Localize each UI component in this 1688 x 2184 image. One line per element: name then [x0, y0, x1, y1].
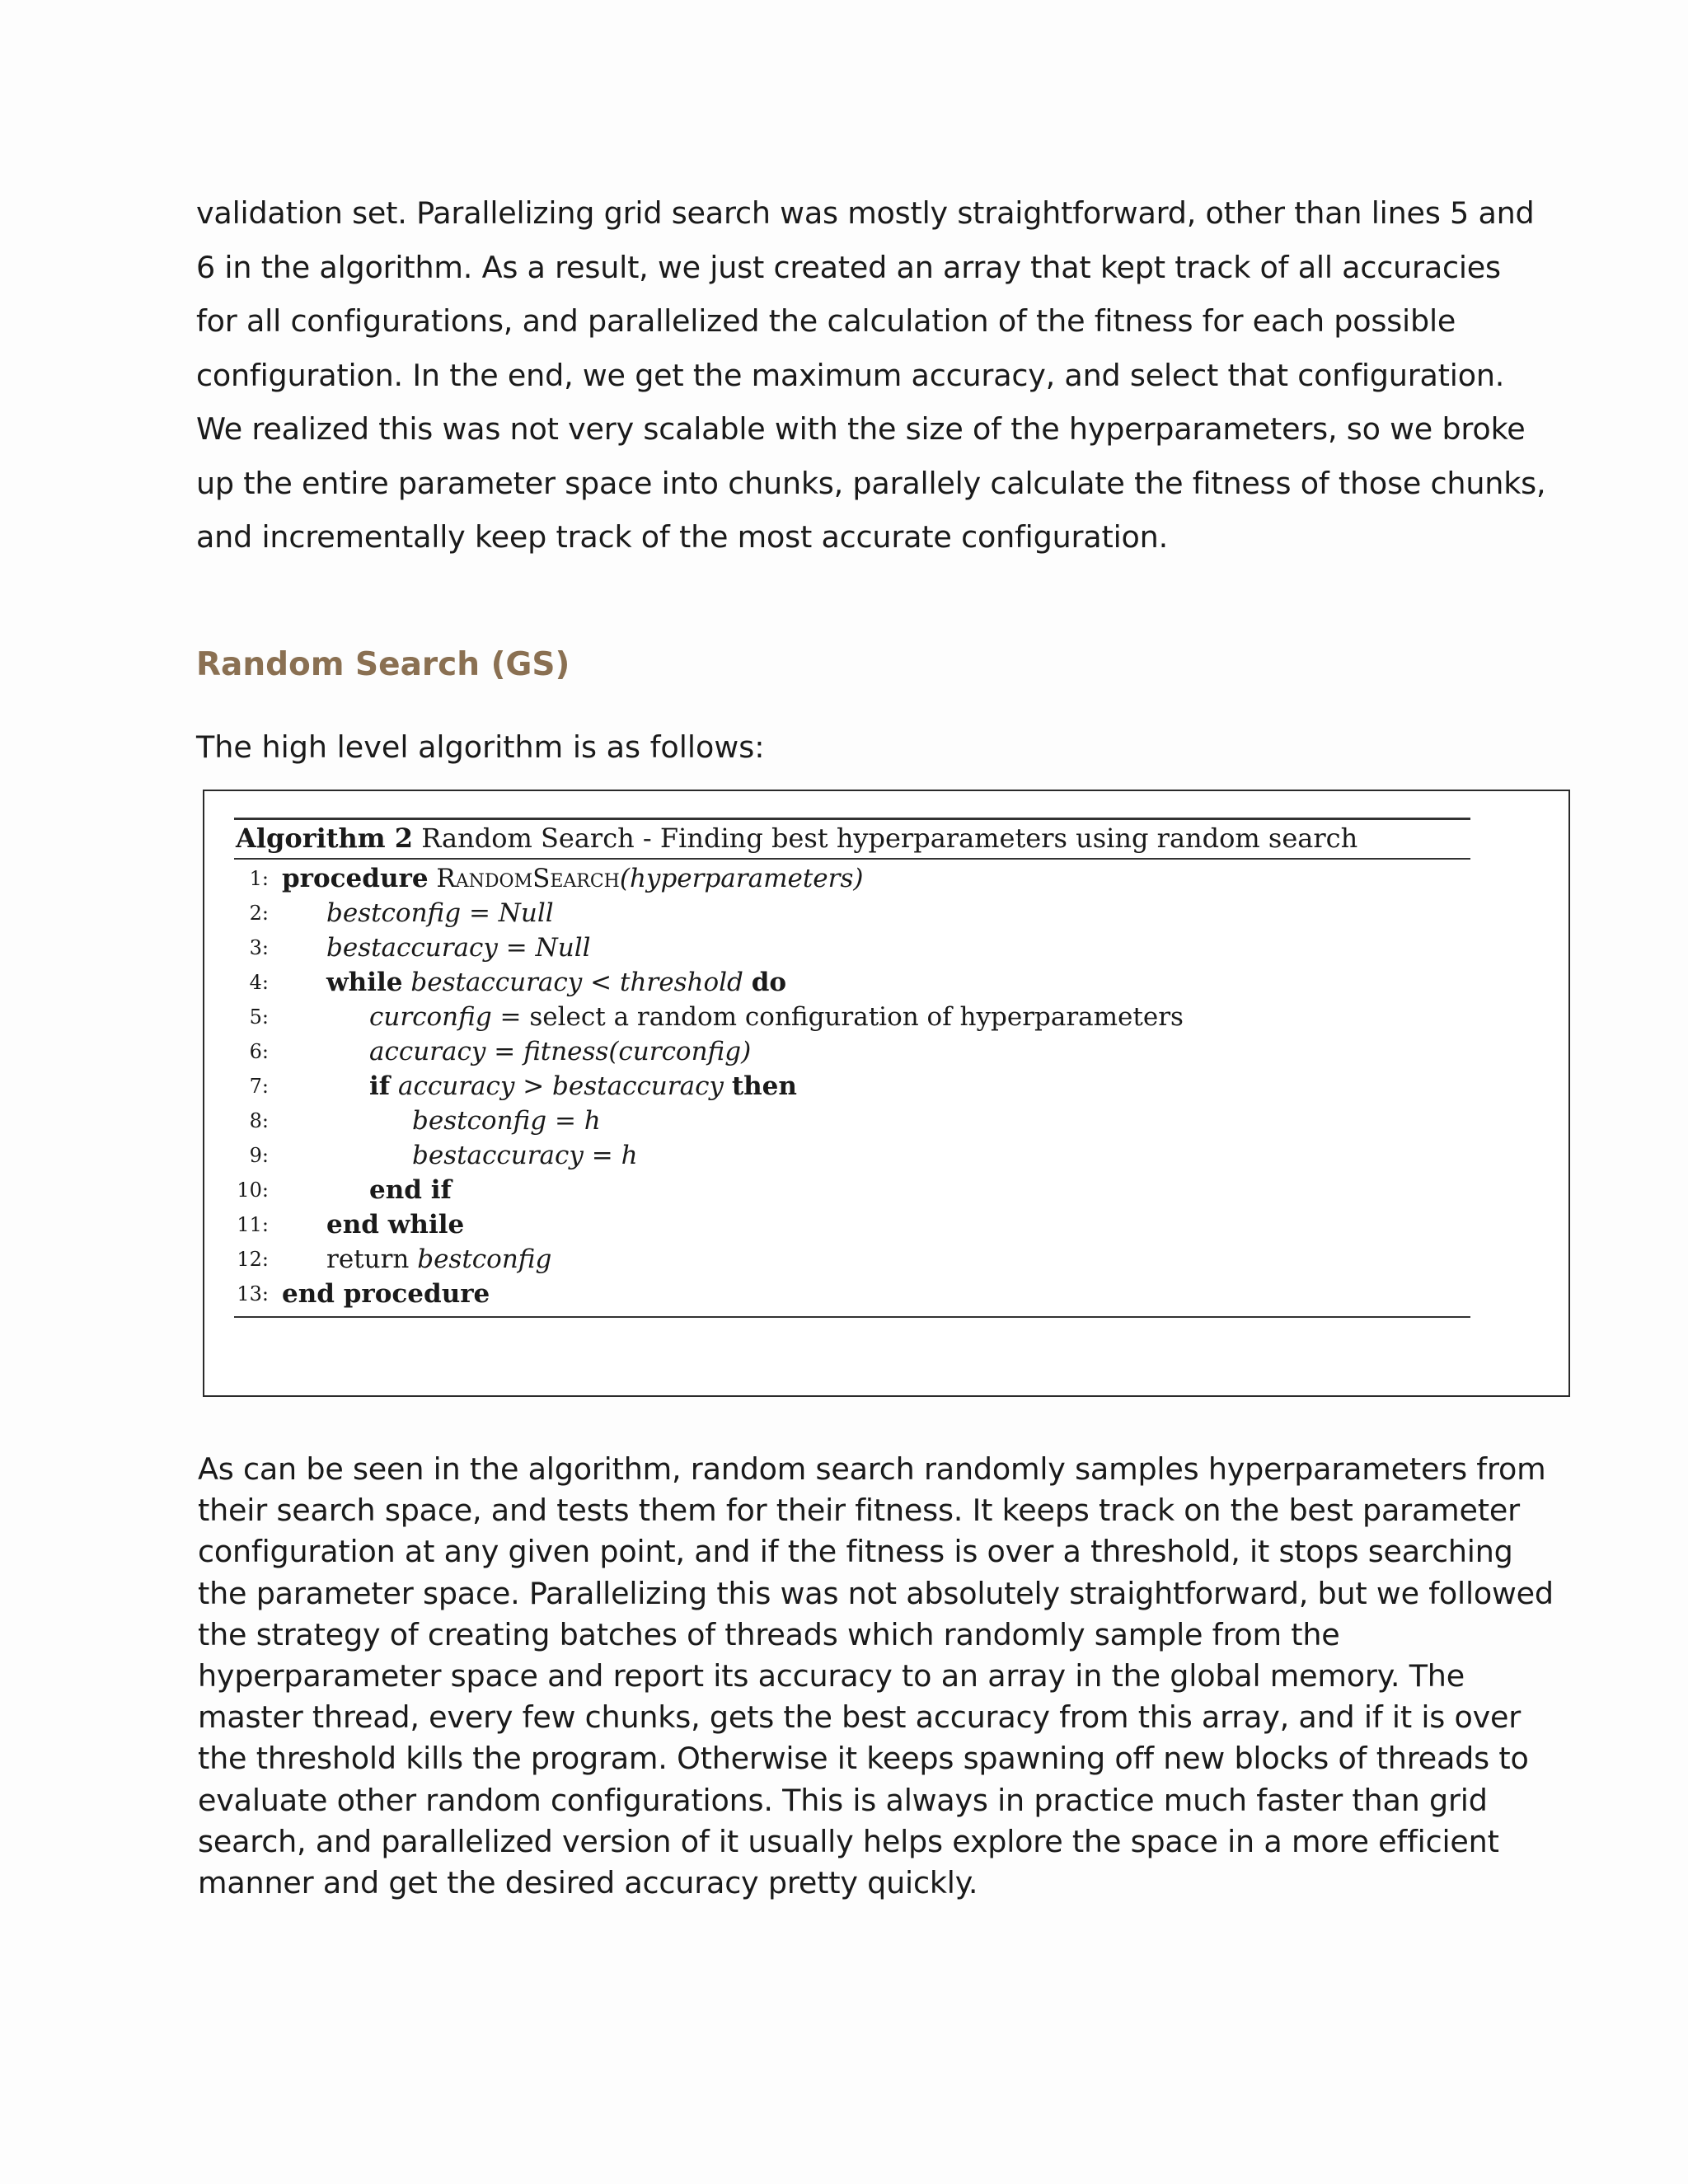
- algorithm-line-3: [234, 930, 1470, 965]
- procedure-name: RandomSearch: [436, 864, 620, 893]
- keyword-return: return: [326, 1244, 410, 1274]
- keyword-procedure: procedure: [282, 864, 429, 893]
- algorithm-bottom-rule: [234, 1316, 1470, 1318]
- intro-text: The high level algorithm is as follows:: [196, 729, 765, 765]
- variable: curconfig: [369, 1002, 492, 1032]
- keyword-do: do: [751, 968, 787, 997]
- variable: bestaccuracy: [412, 1141, 584, 1170]
- operator: <: [590, 968, 612, 997]
- value: h: [584, 1106, 601, 1136]
- line-number: 8:: [249, 1109, 269, 1132]
- variable: bestconfig: [326, 898, 462, 928]
- algorithm-caption: [236, 819, 1357, 857]
- paragraph-grid-search-parallelization: validation set. Parallelizing grid search was mostly straightforward, other than lines 5 and 6 in the algorithm. As a result, we just created an array that kept track of all accuracies for all configurations, and parallelized the calculation of the fitness for each possible configuration. In the end, we get the maximum accuracy, and select that configuration. We realized this was not very scalable with the size of the hyperparameters, so we broke up the entire parameter space into chunks, parallely calculate the fitness of those chunks, and incrementally keep track of the most accurate configuration.: [196, 195, 1546, 555]
- keyword-end-if: end if: [369, 1175, 452, 1205]
- paragraph-random-search-explanation: As can be seen in the algorithm, random search randomly samples hyperparameters from their search space, and tests them for their fitness. It keeps track on the best parameter configuration at any given point, and if the fitness is over a threshold, it stops searching the parameter space. Parallelizing this was not absolutely straightforward, but we followed the strategy of creating batches of threads which randomly sample from the hyperparameter space and report its accuracy to an array in the global memory. The master thread, every few chunks, gets the best accuracy from this array, and if it is over the threshold kills the program. Otherwise it keeps spawning off new blocks of threads to evaluate other random configurations. This is always in practice much faster than grid search, and parallelized version of it usually helps explore the space in a more efficient manner and get the desired accuracy pretty quickly.: [198, 1451, 1554, 1901]
- operator: =: [494, 1037, 516, 1066]
- algorithm-body: [234, 861, 1470, 1311]
- value: select a random configuration of hyperparameters: [529, 1002, 1184, 1032]
- operator: =: [468, 898, 490, 928]
- keyword-end-procedure: end procedure: [282, 1279, 490, 1309]
- variable: bestaccuracy: [552, 1071, 724, 1101]
- keyword-if: if: [369, 1071, 391, 1101]
- value: Null: [535, 933, 591, 963]
- algorithm-label: Algorithm 2: [236, 823, 414, 854]
- variable: bestaccuracy: [326, 933, 498, 963]
- line-number: 2:: [249, 902, 269, 925]
- line-number: 5:: [249, 1005, 269, 1029]
- line-number: 3:: [249, 936, 269, 959]
- operator: =: [505, 933, 528, 963]
- algorithm-caption-rule: [234, 858, 1470, 860]
- algorithm-line-6: [234, 1034, 1470, 1069]
- operator: =: [499, 1002, 522, 1032]
- algorithm-line-8: [234, 1104, 1470, 1138]
- operator: =: [554, 1106, 576, 1136]
- value: Null: [498, 898, 554, 928]
- algorithm-line-2: [234, 896, 1470, 930]
- keyword-end-while: end while: [326, 1210, 465, 1240]
- line-number: 11:: [237, 1213, 269, 1236]
- operator: =: [591, 1141, 613, 1170]
- line-number: 6:: [249, 1040, 269, 1063]
- algorithm-line-4: [234, 965, 1470, 1000]
- line-number: 7:: [249, 1075, 269, 1098]
- variable: accuracy: [397, 1071, 515, 1101]
- algorithm-line-9: [234, 1138, 1470, 1173]
- value: h: [621, 1141, 638, 1170]
- value: fitness(curconfig): [523, 1037, 752, 1066]
- algorithm-line-11: [234, 1207, 1470, 1242]
- variable: threshold: [619, 968, 743, 997]
- algorithm-line-1: [234, 861, 1470, 896]
- line-number: 12:: [237, 1248, 269, 1271]
- algorithm-line-7: [234, 1069, 1470, 1104]
- line-number: 9:: [249, 1144, 269, 1167]
- variable: bestaccuracy: [410, 968, 583, 997]
- section-heading-random-search: Random Search (GS): [196, 646, 570, 683]
- algorithm-line-10: [234, 1173, 1470, 1207]
- operator: >: [523, 1071, 545, 1101]
- line-number: 10:: [237, 1179, 269, 1202]
- algorithm-line-12: [234, 1242, 1470, 1277]
- algorithm-line-5: [234, 1000, 1470, 1034]
- keyword-then: then: [731, 1071, 797, 1101]
- procedure-args: (hyperparameters): [619, 864, 864, 893]
- keyword-while: while: [326, 968, 403, 997]
- variable: bestconfig: [412, 1106, 547, 1136]
- variable: accuracy: [369, 1037, 486, 1066]
- line-number: 4:: [249, 971, 269, 994]
- line-number: 1:: [249, 867, 269, 890]
- line-number: 13:: [237, 1282, 269, 1305]
- algorithm-line-13: [234, 1277, 1470, 1311]
- return-value: bestconfig: [417, 1244, 552, 1274]
- algorithm-caption-text: Random Search - Finding best hyperparameters using random search: [421, 823, 1358, 854]
